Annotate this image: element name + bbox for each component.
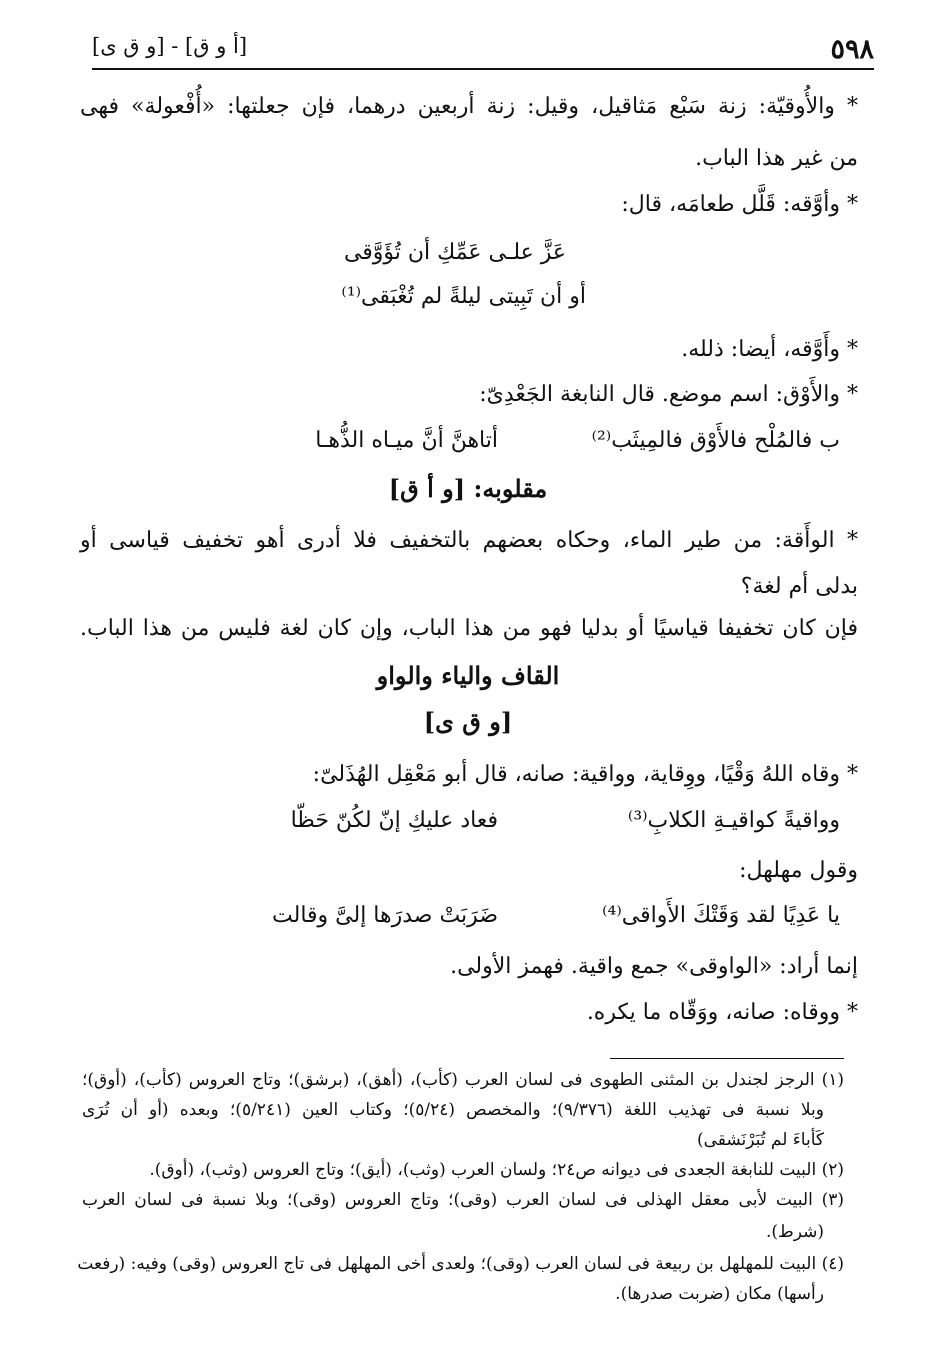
running-head: [أ و ق] - [و ق ى] [92,34,248,58]
entry-text-line: بدلى أم لغة؟ [740,574,858,599]
entry-text-line: * ووقاه: صانه، ووَقّاه ما يكره. [586,1000,858,1025]
footnote-line: رأسها) مكان (ضربت صدرها). [615,1284,824,1304]
footnote-line: (٣) البيت لأبى معقل الهذلى فى لسان العرب (وقى)؛ وتاج العروس (وقى)؛ وبلا نسبة فى لسان العرب [82,1190,844,1210]
verse-hemistich-right: ضَرَبَتْ صدرَها إلىَّ وقالت [272,903,498,928]
verse-hemistich-left: وواقيةً كواقيـةِ الكلابِ⁽³⁾ [627,808,840,833]
entry-text-line: * وأَوَّقه، أيضا: ذلله. [681,337,858,362]
entry-text-line: من غير هذا الباب. [695,146,858,171]
entry-text-line: فإن كان تخفيفا قياسيًا أو بدليا فهو من هذا الباب، وإن كان لغة فليس من هذا الباب. [80,616,858,641]
verse-hemistich-right: فعاد عليكِ إنّ لكُنّ حَظّا [290,808,498,833]
entry-text-line: * والأُوقيّة: زنة سَبْع مَثاقيل، وقيل: زنة أربعين درهما، فإن جعلتها: «أُفْعولة» فهى [80,94,858,119]
footnote-line: (٤) البيت للمهلهل بن ربيعة فى لسان العرب (وقى)؛ ولعدى أخى المهلهل فى تاج العروس (وقى) وفيه: (رفعت [77,1254,844,1274]
footnote-line: (١) الرجز لجندل بن المثنى الطهوى فى لسان العرب (كأب)، (أهق)، (برشق)؛ وتاج العروس (كأب)، (أوق)؛ [82,1070,844,1090]
page-header [92,30,874,68]
entry-text-line: * الوأَقة: من طير الماء، وحكاه بعضهم بالتخفيف فلا أدرى أهو تخفيف قياسى أو [80,528,858,553]
section-heading: مقلوبه: [و أ ق] [388,474,548,503]
entry-text-line: * وأوَّقه: قَلَّل طعامَه، قال: [621,192,858,217]
verse-hemistich-left: يا عَدِيًا لقد وَقَتْكَ الأَواقى⁽⁴⁾ [602,903,840,928]
verse-hemistich-right: أتاهنَّ أنَّ ميـاه الذُّهـا [315,428,498,453]
verse-hemistich-left: ب فالمُلْح فالأَوْق فالمِيثَب⁽²⁾ [591,428,840,453]
footnote-line: كَأباءَ لم تُبَرْنَشقى) [696,1130,824,1150]
verse-line: أو أن تَبِيتى ليلةً لم تُغْبَقى⁽¹⁾ [341,284,586,309]
verse-line: عَزَّ علـى عَمِّكِ أن تُؤَوَّقى [343,240,566,265]
footnote-rule [610,1058,844,1059]
entry-text-line: * وقاه اللهُ وَقْيًا، ووِقاية، وواقية: صانه، قال أبو مَعْقِل الهُذَلىّ: [312,762,858,787]
footnote-line: (٢) البيت للنابغة الجعدى فى ديوانه ص٢٤؛ ولسان العرب (وثب)، (أيق)؛ وتاج العروس (وثب)، (أوق). [149,1160,844,1180]
header-rule [92,68,874,70]
entry-text-line: * والأَوْق: اسم موضع. قال النابغة الجَعْدِىّ: [479,382,858,407]
chapter-heading: القاف والياء والواو [376,661,560,690]
entry-text-line: إنما أراد: «الواوقى» جمع واقية. فهمز الأولى. [450,954,858,979]
entry-text-line: وقول مهلهل: [739,858,858,883]
footnote-line: (شرط). [765,1222,824,1242]
footnote-line: وبلا نسبة فى تهذيب اللغة (٩/٣٧٦)؛ والمخصص (٥/٢٤)؛ وكتاب العين (٥/٢٤١)؛ وبعده (أو أن تُرَى [82,1100,824,1120]
page-number: ٥٩٨ [830,34,874,65]
root-heading: [و ق ى] [423,707,513,736]
